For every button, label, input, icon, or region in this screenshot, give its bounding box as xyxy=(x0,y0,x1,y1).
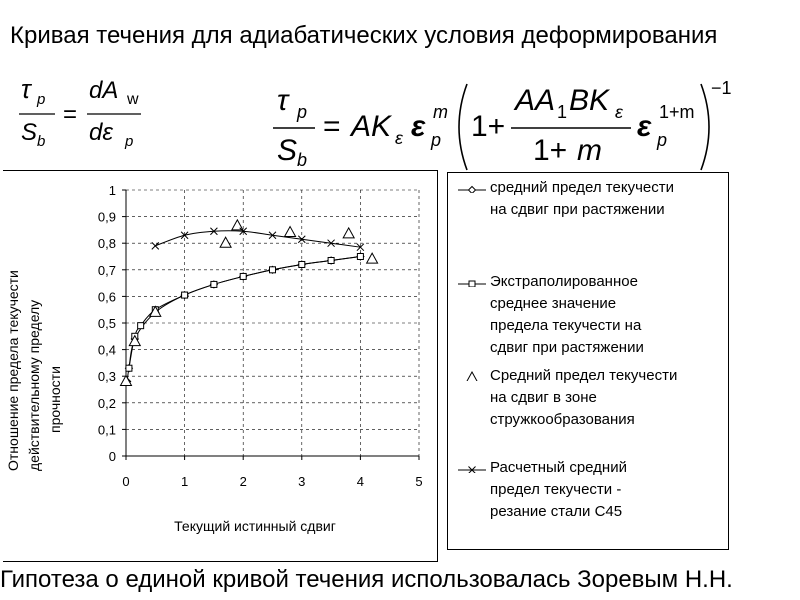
series-point xyxy=(126,365,132,371)
plot-area xyxy=(98,183,423,489)
legend-symbol xyxy=(467,372,478,381)
series-point xyxy=(357,254,363,260)
y-tick-label: 0,3 xyxy=(97,369,116,385)
y-tick-label: 0,1 xyxy=(97,422,116,438)
series-point xyxy=(270,267,276,273)
legend-marker xyxy=(456,367,486,381)
series-point xyxy=(367,253,378,263)
legend-marker xyxy=(456,179,486,193)
legend-label xyxy=(490,271,644,359)
legend-label-line: предел текучести - xyxy=(490,481,622,498)
x-tick-label: 4 xyxy=(356,474,365,489)
f1-eq: = xyxy=(63,101,78,128)
f2-lhs-num-sub: p xyxy=(297,102,308,122)
series-2 xyxy=(126,254,363,372)
series-point xyxy=(150,306,161,316)
f1-lhs-num: τ xyxy=(21,74,31,104)
y-tick-label: 0,4 xyxy=(97,342,116,358)
legend-label xyxy=(490,457,627,523)
legend-label-line: Расчетный средний xyxy=(490,459,627,476)
series-point xyxy=(152,242,159,249)
f2-eq: = xyxy=(323,110,341,143)
formula-flow-curve xyxy=(265,72,795,172)
legend-label-line: стружкообразования xyxy=(490,411,635,428)
f2-eps-sub: p xyxy=(431,130,442,150)
x-axis-label: Текущий истинный сдвиг xyxy=(174,518,336,534)
series-point xyxy=(220,237,231,247)
f2-eps2-sup: 1+m xyxy=(659,102,695,122)
chart xyxy=(3,171,437,561)
f2-A: AK xyxy=(351,110,392,143)
f1-rhs-num-sub: w xyxy=(127,91,139,108)
series-point xyxy=(299,261,305,267)
x-tick-label: 3 xyxy=(298,474,306,489)
f1-lhs-num-sub: p xyxy=(37,91,46,108)
f2-ksub: ε xyxy=(395,128,403,148)
f1-rhs-num: dA xyxy=(89,77,119,104)
legend-label-line: на сдвиг при растяжении xyxy=(490,201,665,218)
legend-marker xyxy=(456,273,486,287)
legend-symbol xyxy=(469,281,475,287)
f2-one-plus: 1+ xyxy=(471,110,506,143)
series-4 xyxy=(152,228,364,251)
y-tick-label: 0,5 xyxy=(97,316,116,331)
series-point xyxy=(328,257,334,263)
series-point xyxy=(211,281,217,287)
chart-frame xyxy=(3,170,438,562)
legend-label-line: Экстраполированное xyxy=(490,273,638,290)
f1-rhs-den: dε xyxy=(89,119,113,146)
f2-frac-num2-sub: ε xyxy=(615,102,623,122)
y-axis-label-line-2: действительному пределу xyxy=(26,299,42,471)
x-tick-label: 5 xyxy=(415,474,423,489)
legend-label-line: предела текучести на xyxy=(490,317,642,334)
f2-outer-exp: −1 xyxy=(711,78,732,98)
f2-frac-den-m: m xyxy=(577,134,602,167)
series-point xyxy=(129,336,140,346)
f2-eps: ε xyxy=(411,110,426,143)
f2-frac-num-sub: 1 xyxy=(557,102,568,122)
legend-label-line: на сдвиг в зоне xyxy=(490,389,597,406)
slide-footer: Гипотеза о единой кривой течения использовалась Зоревым Н.Н. xyxy=(0,566,733,593)
series-point xyxy=(232,220,243,230)
series-1 xyxy=(124,253,364,385)
y-axis-label-line-1: Отношение предела текучести xyxy=(5,270,21,471)
series-point xyxy=(138,323,144,329)
legend-label-line: средний предел текучести xyxy=(490,179,674,196)
f2-frac-num2: BK xyxy=(569,84,610,117)
x-tick-label: 2 xyxy=(239,474,247,489)
x-tick-label: 0 xyxy=(122,474,130,489)
f1-lhs-den-sub: b xyxy=(37,133,46,150)
x-tick-label: 1 xyxy=(180,474,189,489)
f2-m: m xyxy=(433,102,448,122)
legend-symbol xyxy=(469,187,476,194)
y-axis-label xyxy=(5,270,63,471)
f2-frac-num: AA xyxy=(515,84,556,117)
y-tick-label: 1 xyxy=(108,183,116,198)
legend-label xyxy=(490,177,674,221)
legend-label-line: сдвиг при растяжении xyxy=(490,339,644,356)
legend-label-line: резание стали С45 xyxy=(490,503,623,520)
y-tick-label: 0,9 xyxy=(97,209,116,225)
y-tick-label: 0,6 xyxy=(97,289,116,305)
series-point xyxy=(285,227,296,237)
y-axis-label-line-3: прочности xyxy=(47,366,63,433)
f2-paren-right xyxy=(701,84,709,170)
series-point xyxy=(240,273,246,279)
y-tick-label: 0 xyxy=(108,449,116,464)
f1-rhs-den-sub: p xyxy=(125,133,134,150)
slide-title: Кривая течения для адиабатических условия деформирования xyxy=(10,22,718,49)
legend-label-line: среднее значение xyxy=(490,295,617,312)
f2-lhs-den-sub: b xyxy=(297,150,308,170)
legend-label-line: Средний предел текучести xyxy=(490,367,678,384)
f2-frac-den: 1+ xyxy=(533,134,568,167)
f1-lhs-den: S xyxy=(21,119,38,146)
y-tick-label: 0,2 xyxy=(97,395,116,411)
f2-paren-left xyxy=(459,84,467,170)
legend-marker xyxy=(456,459,486,473)
f2-eps2: ε xyxy=(637,110,652,143)
f2-eps2-sub: p xyxy=(657,130,668,150)
f2-lhs-num: τ xyxy=(277,84,289,117)
y-tick-label: 0,7 xyxy=(97,262,116,278)
series-point xyxy=(343,228,354,238)
chart-legend xyxy=(447,172,729,550)
legend-label xyxy=(490,365,677,431)
f2-lhs-den: S xyxy=(277,134,298,167)
series-point xyxy=(182,292,188,298)
y-tick-label: 0,8 xyxy=(97,236,116,252)
formula-work-ratio xyxy=(15,72,175,156)
